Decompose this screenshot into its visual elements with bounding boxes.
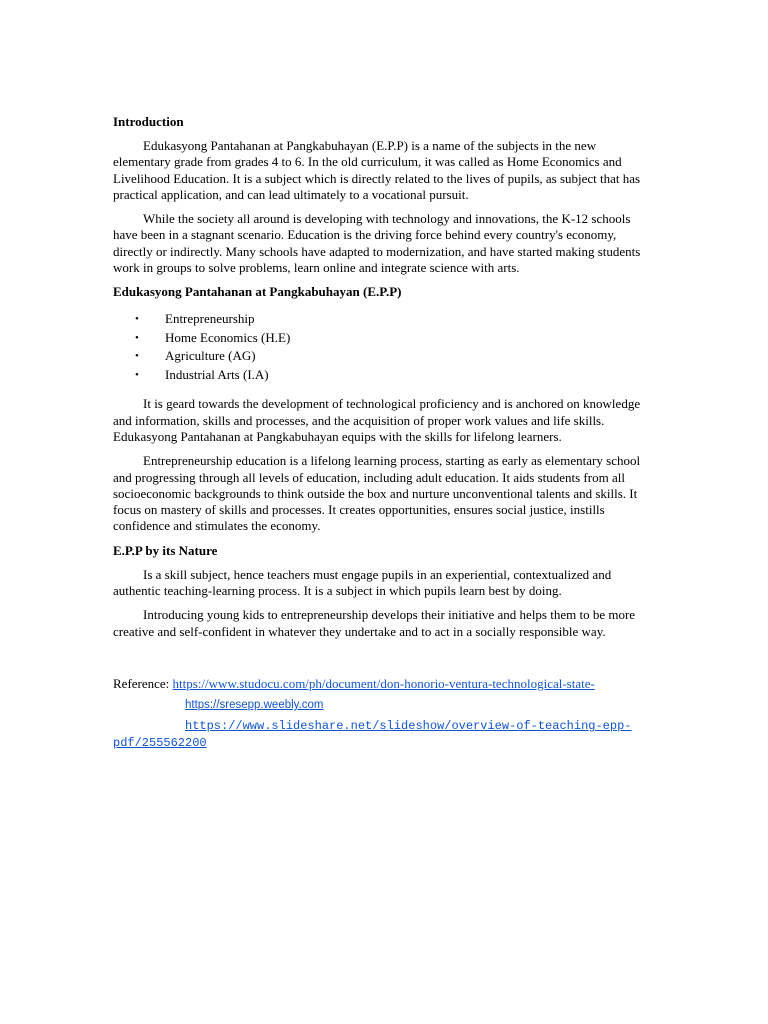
- reference-line-1: [113, 676, 653, 692]
- list-item-label: Industrial Arts (I.A): [165, 366, 269, 382]
- bullet-icon: •: [135, 313, 139, 326]
- list-item-label: Entrepreneurship: [165, 311, 255, 327]
- nature-paragraph-2: Introducing young kids to entrepreneurship develops their initiative and helps them to be more creative and self-confident in whatever they undertake and to act in a socially responsible way.: [113, 607, 636, 639]
- introduction-paragraph-2: While the society all around is developing with technology and innovations, the K-12 schools have been in a stagnant scenario. Education is the driving force behind every country's economy, directly or indirectly. Many schools have adapted to modernization, and have started making students work in groups to solve problems, learn online and integrate science with arts.: [113, 211, 641, 276]
- reference-link-weebly[interactable]: https://sresepp.weebly.com: [185, 698, 324, 711]
- bullet-icon: •: [135, 350, 139, 363]
- nature-heading: E.P.P by its Nature: [113, 542, 218, 558]
- reference-section: [113, 676, 653, 751]
- reference-label: Reference:: [113, 675, 170, 691]
- epp-heading: Edukasyong Pantahanan at Pangkabuhayan (E.P.P): [113, 284, 402, 300]
- reference-link-studocu[interactable]: https://www.studocu.com/ph/document/don-honorio-ventura-technological-state-: [172, 675, 595, 691]
- epp-paragraph-1: It is geard towards the development of technological proficiency and is anchored on knowledge and information, skills and processes, and the acquisition of proper work values and life skills. Edukasyong Pantahanan at Pangkabuhayan equips with the skills for lifelong learners.: [113, 396, 641, 444]
- reference-line-3: [113, 717, 653, 751]
- reference-line-2: [113, 696, 653, 713]
- list-item: [135, 347, 653, 366]
- epp-paragraph-2: Entrepreneurship education is a lifelong learning process, starting as early as elementary school and progressing through all levels of education, including adult education. It aids students from all socioeconomic backgrounds to think outside the box and nurture unconventional talents and skills. It focus on mastery of skills and processes. It creates opportunities, ensures social justice, instills confidence and stimulates the economy.: [113, 453, 641, 534]
- list-item-label: Agriculture (AG): [165, 348, 256, 364]
- nature-paragraph-1: Is a skill subject, hence teachers must engage pupils in an experiential, contextualized and authentic teaching-learning process. It is a subject in which pupils learn best by doing.: [113, 566, 612, 599]
- document-body: [113, 114, 653, 751]
- list-item: [135, 329, 653, 348]
- bullet-icon: •: [135, 331, 139, 344]
- introduction-heading: Introduction: [113, 114, 184, 129]
- list-item: [135, 310, 653, 329]
- introduction-paragraph-1: Edukasyong Pantahanan at Pangkabuhayan (E.P.P) is a name of the subjects in the new elementary grade from grades 4 to 6. In the old curriculum, it was called as Home Economics and Livelihood Education. It is a subject which is directly related to the lives of pupils, as subject that has practical application, and can lead ultimately to a vocational pursuit.: [113, 138, 641, 202]
- list-item: [135, 366, 653, 385]
- epp-components-list: [113, 310, 653, 384]
- reference-link-slideshare[interactable]: https://www.slideshare.net/slideshow/overview-of-teaching-epp-pdf/255562200: [113, 719, 632, 751]
- bullet-icon: •: [135, 368, 139, 381]
- list-item-label: Home Economics (H.E): [165, 329, 291, 345]
